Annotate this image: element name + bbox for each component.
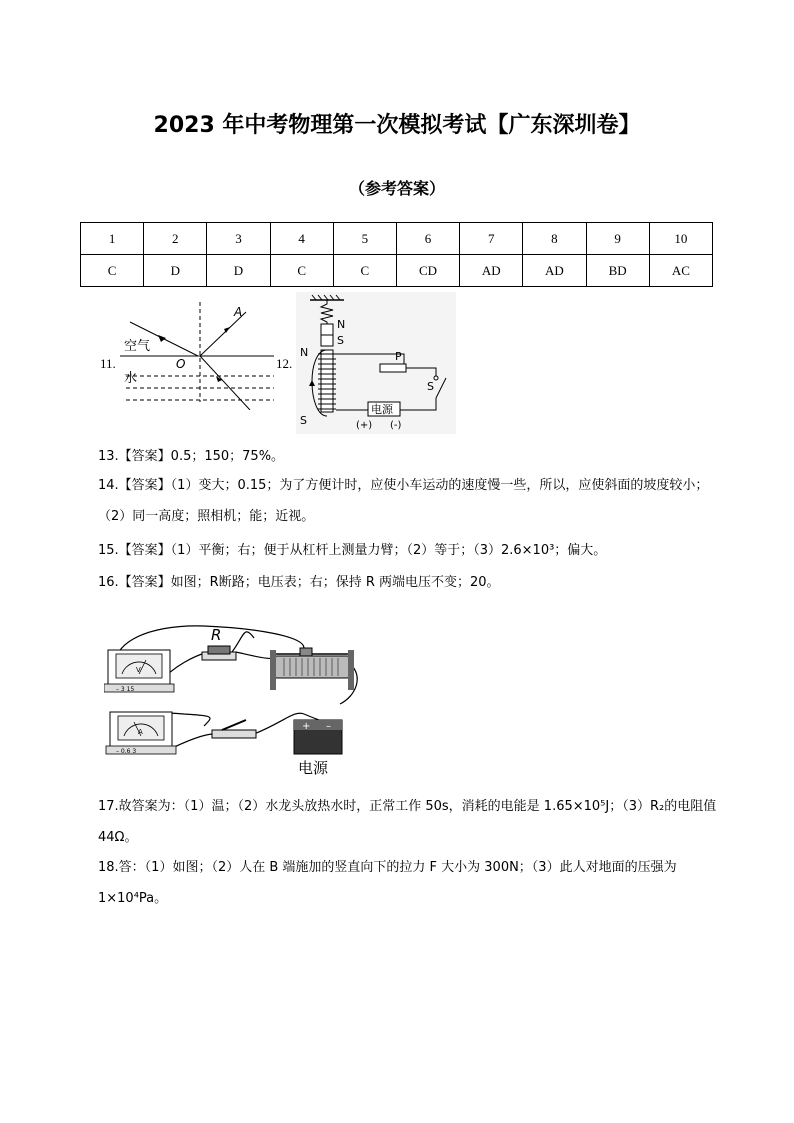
battery: [294, 720, 342, 777]
q11-refraction-diagram: [118, 298, 278, 410]
core-s-label: S: [300, 414, 307, 427]
table-cell: C: [270, 255, 333, 287]
q12-electromagnet-diagram: [296, 292, 456, 434]
page-subtitle: （参考答案）: [348, 179, 445, 198]
answer-table: [80, 222, 713, 287]
table-cell: 3: [207, 223, 270, 255]
table-cell: 9: [586, 223, 649, 255]
label-o: O: [176, 357, 186, 371]
rheostat: [380, 364, 406, 372]
label-water: 水: [124, 371, 138, 386]
ammeter-symbol: A: [138, 728, 143, 736]
table-cell: BD: [586, 255, 649, 287]
battery-minus: –: [326, 721, 331, 732]
core-n-label: N: [300, 346, 309, 359]
voltmeter-scale: – 3 15: [116, 686, 135, 693]
table-cell: D: [144, 255, 207, 287]
label-p: P: [395, 350, 402, 363]
power-label: 电源: [371, 403, 393, 416]
answer-13: 13.【答案】0.5；150；75%。: [98, 449, 285, 464]
table-cell: 4: [270, 223, 333, 255]
knife-switch: [212, 720, 256, 738]
table-cell: 10: [649, 223, 712, 255]
answer-table-numbers-row: [81, 223, 713, 255]
answer-14: 14.【答案】（1）变大；0.15；为了方便计时，应使小车运动的速度慢一些，所以，应使斜面的坡度较小；（2）同一高度；照相机；能；近视。: [98, 478, 709, 524]
magnet-s-label: S: [337, 334, 344, 347]
resistor: [202, 626, 236, 660]
battery-plus: +: [302, 721, 311, 732]
answer-table-answers-row: [81, 255, 713, 287]
table-cell: 8: [523, 223, 586, 255]
table-cell: 5: [333, 223, 396, 255]
magnet-n-label: N: [337, 318, 346, 331]
answer-17: 17.故答案为：（1）温；（2）水龙头放热水时，正常工作 50s，消耗的电能是 1.65×10⁵J；（3）R₂的电阻值 44Ω。: [98, 799, 717, 845]
table-cell: C: [333, 255, 396, 287]
answer-16: 16.【答案】如图；R断路；电压表；右；保持 R 两端电压不变；20。: [98, 575, 500, 590]
table-cell: AD: [523, 255, 586, 287]
plus-label: (+): [356, 420, 373, 431]
answer-15: 15.【答案】（1）平衡；右；便于从杠杆上测量力臂；（2）等于；（3）2.6×10³；偏大。: [98, 543, 607, 558]
table-cell: 7: [460, 223, 523, 255]
table-cell: C: [81, 255, 144, 287]
refracted-ray: [200, 356, 250, 410]
table-cell: AC: [649, 255, 712, 287]
switch-label: S: [427, 380, 434, 393]
table-cell: 6: [396, 223, 459, 255]
resistor-label: R: [211, 626, 222, 644]
table-cell: AD: [460, 255, 523, 287]
answer-18: 18.答：（1）如图；（2）人在 B 端施加的竖直向下的拉力 F 大小为 300N；（3）此人对地面的压强为 1×10⁴Pa。: [98, 860, 677, 906]
power-label: 电源: [298, 759, 329, 777]
q12-number: 12.: [276, 356, 293, 371]
q11-number: 11.: [100, 356, 116, 371]
switch-contact: [434, 376, 438, 380]
arrow-icon: [158, 335, 166, 342]
voltmeter-symbol: V: [136, 666, 141, 674]
table-cell: 1: [81, 223, 144, 255]
table-cell: D: [207, 255, 270, 287]
label-a: A: [234, 305, 243, 319]
voltmeter: [104, 650, 174, 693]
table-cell: CD: [396, 255, 459, 287]
ammeter-scale: – 0.6 3: [116, 748, 137, 755]
ammeter: [106, 712, 176, 755]
q16-circuit-figure: [104, 616, 362, 780]
minus-label: (-): [390, 420, 402, 431]
rheostat: [270, 648, 354, 690]
page-title: 2023 年中考物理第一次模拟考试【广东深圳卷】: [153, 113, 641, 138]
table-cell: 2: [144, 223, 207, 255]
label-air: 空气: [124, 339, 151, 354]
